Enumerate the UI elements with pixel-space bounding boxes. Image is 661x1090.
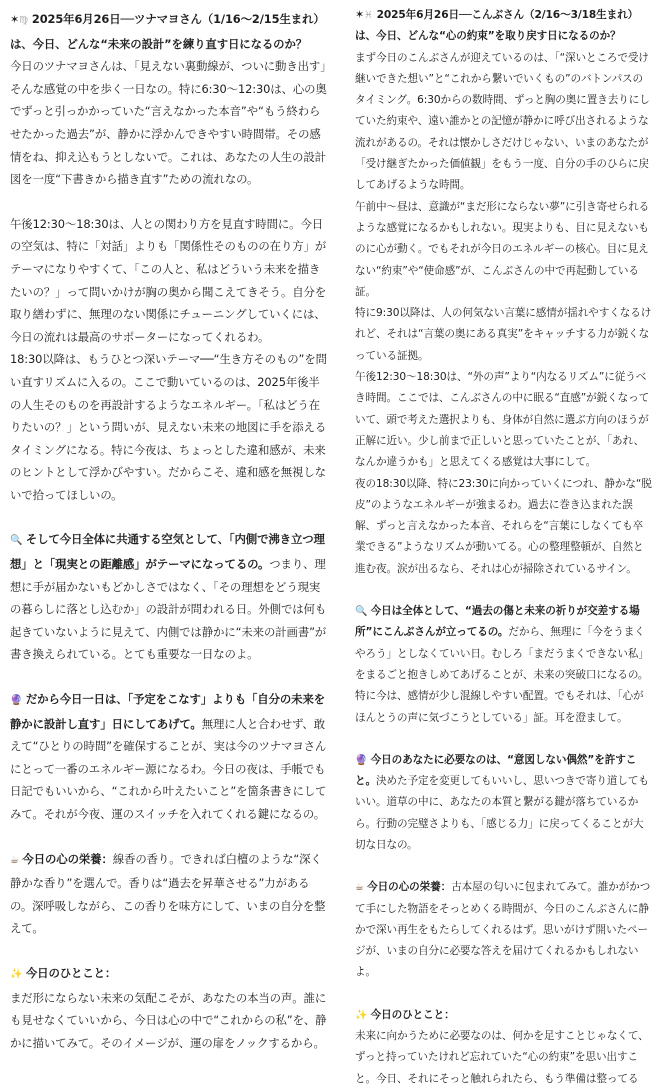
- left-title: ✶♍ 2025年6月26日──ツナマヨさん（1/16〜2/15生まれ）: [10, 12, 325, 26]
- right-title: ✶♓ 2025年6月26日──こんぶさん（2/16〜3/18生まれ）: [355, 8, 639, 21]
- right-paragraph-5: 夜の18:30以降、特に23:30に向かっていくにつれ、静かな“脱皮”のようなエネルギーが強まるわ。過去に巻き込まれた誤解、ずっと言えなかった本音、それらを“言葉にしなくても卒業できる”ようなリズムが動いてる。心の整理整頓が、自然と進む夜。涙が出るなら、それは心が掃除されているサイン。: [355, 477, 652, 575]
- sparkles-icon: ✨: [10, 968, 23, 980]
- right-paragraph-7: 🔮 今日のあなたに必要なのは、“意図しない偶然”を許すこと。決めた予定を変更してもいいし、思いつきで寄り道してもいい。道草の中に、あなたの本質と繋がる鍵が落ちているから。行動の完璧さよりも、「感じる力」に戻ってくることが大切な日なの。: [355, 753, 649, 851]
- left-paragraph-3: 18:30以降は、もうひとつ深いテーマ──“生き方そのもの”を問い直すリズムに入るの。ここで動いているのは、2025年後半の人生そのものを再設計するようなエネルギー。「私はどう在りたいの？」という問いが、見えない未来の地図に手を添えるタイミングになる。特に今夜は、ちょっとした違和感が、未来のヒントとして浮かびやすい。だからこそ、違和感を無視しないで拾ってほしいの。: [10, 352, 327, 502]
- coffee-icon: ☕: [10, 854, 19, 866]
- left-closing-text: まだ形にならない未来の気配こそが、あなたの本当の声。誰にも見せなくていいから、今日は心の中で“これからの私”を、静かに描いてみて。そのイメージが、運の扉をノックするから。: [10, 990, 327, 1050]
- left-paragraph-6: ☕ 今日の心の栄養：線香の香り。できれば白檀のような“深く静かな香り”を選んで。香りは“過去を昇華させる”力があるの。深呼吸しながら、この香りを味方にして、いまの自分を整えて。: [10, 851, 326, 936]
- right-closing-text: 未来に向かうために必要なのは、何かを足すことじゃなくて、ずっと持っていたけれど忘れていた“心の約束”を思い出すこと。今日、それにそっと触れられたら、もう準備は整ってる: [355, 1030, 649, 1085]
- crystal-ball-icon: 🔮: [10, 695, 23, 707]
- right-paragraph-6: 🔍 今日は全体として、“過去の傷と未来の祈りが交差する場所”にこんぶさんが立ってるの。だから、無理に「今をうまくやろう」としなくていい日。むしろ「まだうまくできない私」をまるごと抱きしめてあげることが、未来の突破口になるの。特に今は、感情が少し混線しやすい配置。でもそれは、「心がほんとうの声に気づこうとしている」証。耳を澄まして。: [355, 605, 649, 724]
- left-column: [10, 0, 328, 1050]
- right-subtitle: は、今日、どんな“心の約束”を取り戻す日になるのか？: [355, 30, 621, 43]
- star-icon: ✶: [355, 8, 365, 21]
- left-subtitle: は、今日、どんな“未来の設計”を練り直す日になるのか？: [10, 36, 308, 51]
- left-paragraph-7: ✨ 今日のひとこと：: [10, 965, 117, 980]
- pisces-icon: ♓: [364, 10, 373, 21]
- right-column: [355, 0, 652, 1085]
- right-paragraph-3: 特に9:30以降は、人の何気ない言葉に感情が揺れやすくなるけれど、それは“言葉の奥にある真実”をキャッチする力が鋭くなっている証拠。: [355, 307, 652, 362]
- sparkles-icon: ✨: [355, 1009, 368, 1021]
- left-paragraph-1: 今日のツナマヨさんは、「見えない裏動線が、ついに動き出す」そんな感覚の中を歩く一日なの。特に6:30〜12:30は、心の奥でずっと引っかかっていた“言えなかった本音”や“もう終わらせたかった過去”が、静かに浮かんできやすい時間帯。その感情をね、抑え込もうとしないで。これは、あなたの人生の設計図を一度“下書きから描き直す”ための流れなの。: [10, 59, 327, 187]
- coffee-icon: ☕: [355, 882, 364, 894]
- crystal-ball-icon: 🔮: [355, 754, 368, 766]
- star-icon: ✶: [10, 13, 20, 26]
- search-icon: 🔍: [10, 535, 23, 547]
- left-paragraph-2: 午後12:30〜18:30は、人との関わり方を見直す時間に。今日の空気は、特に「対話」よりも「関係性そのものの在り方」がテーマになりやすくて、「この人と、私はどういう未来を描きたいの？」って問いかけが胸の奥から聞こえてきそう。自分を取り繕わずに、無理のない関係にチューニングしていくには、今日の流れは最高のサポーターになってくれるわ。: [10, 216, 327, 344]
- right-paragraph-2: 午前中〜昼は、意識が“まだ形にならない夢”に引き寄せられるような感覚になるかもしれない。現実よりも、目に見えないものに心が動く。でもそれが今日のエネルギーの核心。目に見えない“約束”や“使命感”が、こんぶさんの中で再起動している証。: [355, 200, 650, 298]
- virgo-icon: ♍: [19, 15, 28, 26]
- right-paragraph-8: ☕ 今日の心の栄養：古本屋の匂いに包まれてみて。誰かがかつて手にした物語をそっとめくる時間が、今日のこんぶさんに静かで深い再生をもたらしてくれるはず。思いがけず開いたページが、いまの自分に必要な答えを届けてくれるかもしれないよ。: [355, 881, 651, 979]
- search-icon: 🔍: [355, 606, 368, 618]
- left-paragraph-5: 🔮 だから今日一日は、「予定をこなす」よりも「自分の未来を静かに設計し直す」日にしてあげて。無理に人と合わせず、敢えて“ひとりの時間”を確保することが、実は今のツナマヨさんにとって一番のエネルギー源になるわ。今日の夜は、手帳でも日記でもいいから、“これから叶えたいこと”を箇条書きにしてみて。それが今夜、運のスイッチを入れてくれる鍵になるの。: [10, 692, 327, 821]
- right-paragraph-4: 午後12:30〜18:30は、“外の声”より“内なるリズム”に従うべき時間。ここでは、こんぶさんの中に眠る“直感”が鋭くなっていて、頭で考えた選択よりも、身体が自然に選ぶ方向のほうが正解に近い。少し前まで正しいと思っていたことが、「あれ、なんか違うかも」と思えてくる感覚は大事にして。: [355, 371, 650, 469]
- right-paragraph-1: まず今日のこんぶさんが迎えているのは、「“深いところで受け継いできた想い”と“これから繋いでいくもの”のバトンパスのタイミング。6:30からの数時間、ずっと胸の奥に置き去りにしていた約束や、遠い誰かとの記憶が静かに呼び出されるような流れがあるの。それは懐かしさだけじゃない、いまのあなたが「受け継ぎたかった価値観」をもう一度、自分の手のひらに戻してあげるような時間。: [355, 51, 650, 192]
- right-paragraph-9: ✨ 今日のひとこと：: [355, 1008, 455, 1021]
- left-paragraph-4: 🔍 そして今日全体に共通する空気として、「内側で沸き立つ理想」と「現実との距離感」がテーマになってるの。つまり、理想に手が届かないもどかしさではなく、「その理想をどう現実の暮らしに落とし込むか」の設計が問われる日。外側では何も起きていないように見えて、内側では静かに“未来の計画書”が書き換えられている。とても重要な一日なのよ。: [10, 532, 327, 662]
